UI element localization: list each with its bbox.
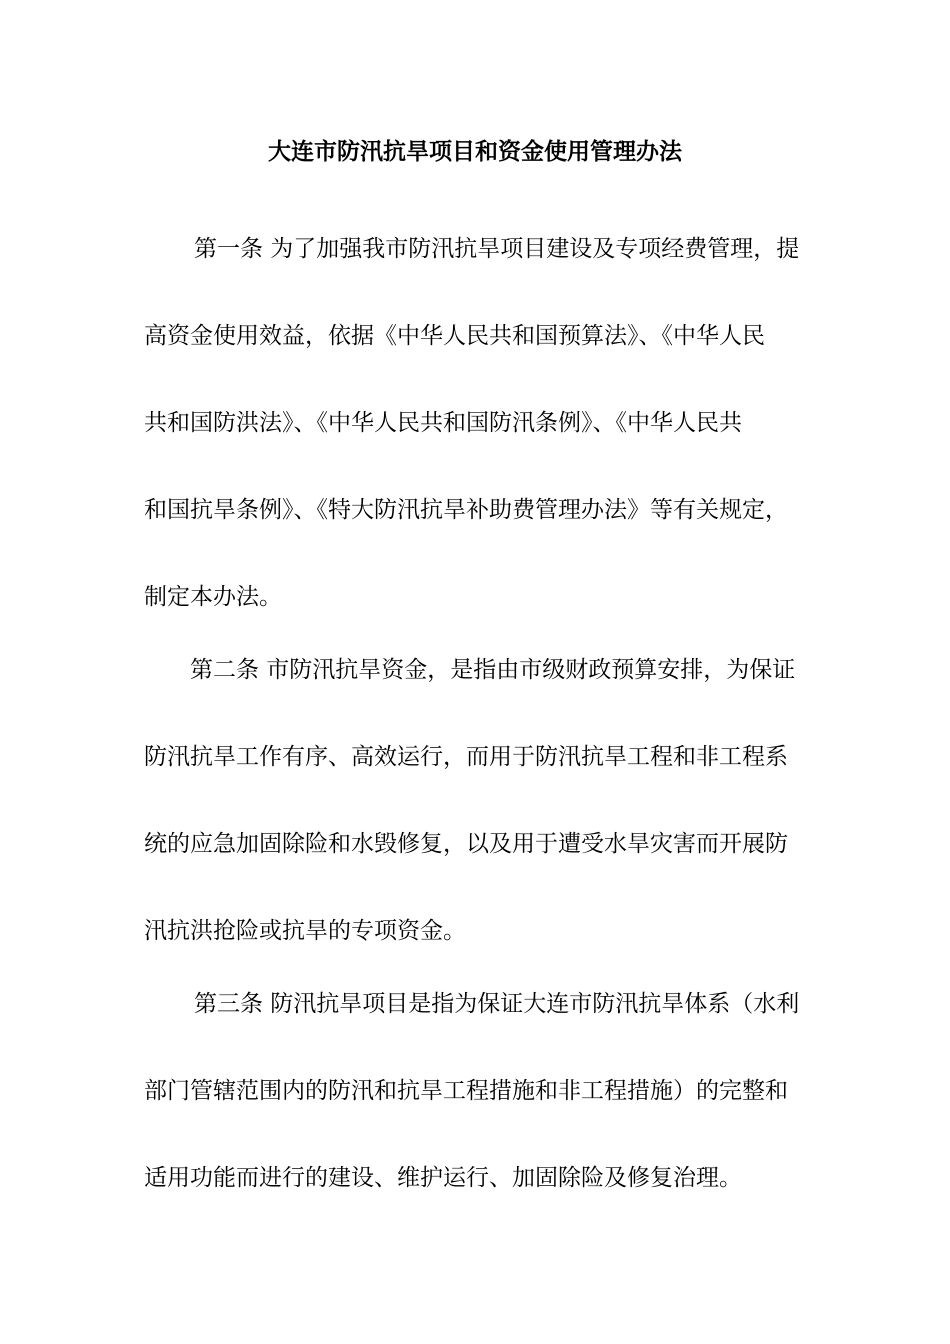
article-1-line-1: 第一条 为了加强我市防汛抗旱项目建设及专项经费管理，提 [194,236,800,262]
article-2-line-3: 统的应急加固除险和水毁修复，以及用于遭受水旱灾害而开展防 [144,831,788,857]
article-1-line-3: 共和国防洪法》、《中华人民共和国防汛条例》、《中华人民共 [144,410,742,436]
document-title: 大连市防汛抗旱项目和资金使用管理办法 [268,139,682,165]
article-3-line-1: 第三条 防汛抗旱项目是指为保证大连市防汛抗旱体系（水利 [194,991,800,1017]
article-1-line-2: 高资金使用效益，依据《中华人民共和国预算法》、《中华人民 [144,323,765,349]
article-2-line-2: 防汛抗旱工作有序、高效运行，而用于防汛抗旱工程和非工程系 [144,744,788,770]
article-2-line-1: 第二条 市防汛抗旱资金，是指由市级财政预算安排，为保证 [190,657,796,683]
article-1-line-5: 制定本办法。 [144,584,282,610]
article-3-line-2: 部门管辖范围内的防汛和抗旱工程措施和非工程措施）的完整和 [144,1078,788,1104]
article-1-line-4: 和国抗旱条例》、《特大防汛抗旱补助费管理办法》等有关规定， [144,497,788,523]
article-3-line-3: 适用功能而进行的建设、维护运行、加固除险及修复治理。 [144,1165,742,1191]
article-2-line-4: 汛抗洪抢险或抗旱的专项资金。 [144,918,466,944]
